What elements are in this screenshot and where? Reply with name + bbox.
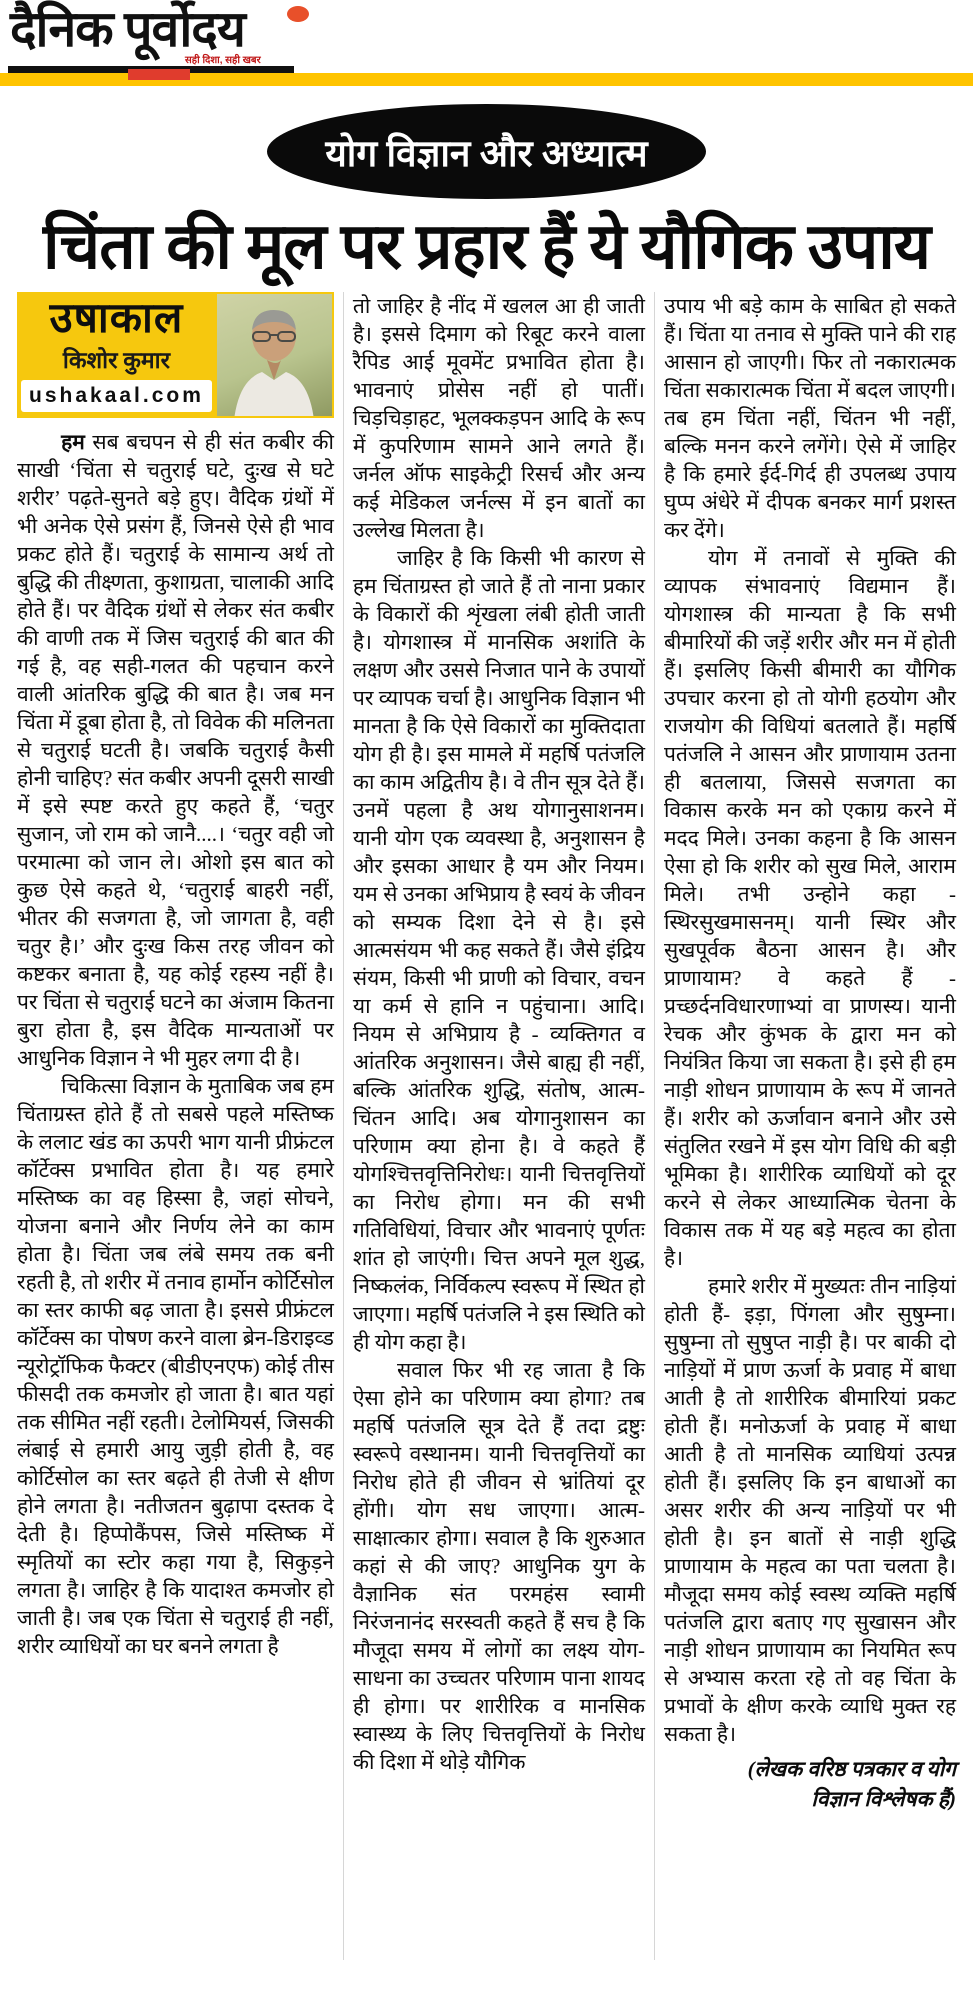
newspaper-logo: दैनिक पूर्वोदय bbox=[10, 1, 245, 57]
paragraph-text: सब बचपन से ही संत कबीर की साखी ‘चिंता से चतुराई घटे, दुःख से घटे शरीर’ पढ़ते-सुनते बड़े हुए। वैदिक ग्रंथों में भी अनेक ऐसे प्रसंग हैं, जिनसे ऐसे ही भाव प्रकट होते हैं। चतुराई के सामान्य अर्थ तो बुद्धि की तीक्ष्णता, कुशाग्रता, चालाकी आदि होते हैं। पर वैदिक ग्रंथों से लेकर संत कबीर की वाणी तक में जिस चतुराई की बात की गई है, वह सही-गलत की पहचान करने वाली आंतरिक बुद्धि की बात है। जब मन चिंता में डूबा होता है, तो विवेक की मलिनता से चतुराई घटती है। जबकि चतुराई कैसी होनी चाहिए? संत कबीर अपनी दूसरी साखी में इसे स्पष्ट करते हुए कहते हैं, ‘चतुर सुजान, जो राम को जानै....। ‘चतुर वही जो परमात्मा को जान ले। ओशो इस बात को कुछ ऐसे कहते थे, ‘चतुराई बाहरी नहीं, भीतर की सजगता है, जो जागता है, वही चतुर है।’ और दुःख किस तरह जीवन को कष्टकर बनाता है, यह कोई रहस्य नहीं है। पर चिंता से चतुराई घटने का अंजाम कितना बुरा होता है, इस वैदिक मान्यताओं पर आधुनिक विज्ञान ने भी मुहर लगा दी है। bbox=[17, 430, 334, 1071]
article-column-2 bbox=[343, 292, 654, 1960]
article-column-1 bbox=[8, 292, 343, 1960]
author-website[interactable]: ushakaal.com bbox=[21, 380, 212, 412]
paragraph: चिकित्सा विज्ञान के मुताबिक जब हम चिंताग्रस्त होते हैं तो सबसे पहले मस्तिष्क के ललाट खंड का ऊपरी भाग यानी प्रीफ्रंटल कॉर्टेक्स प्रभावित होता है। यह हमारे मस्तिष्क का वह हिस्सा है, जहां सोचने, योजना बनाने और निर्णय लेने का काम होता है। चिंता जब लंबे समय तक बनी रहती है, तो शरीर में तनाव हार्मोन कोर्टिसोल का स्तर काफी बढ़ जाता है। इससे प्रीफ्रंटल कॉर्टेक्स का पोषण करने वाला ब्रेन-डिराइव्ड न्यूरोट्रॉफिक फैक्टर (बीडीएनएफ) कोई तीस फीसदी तक कमजोर हो जाता है। बात यहां तक सीमित नहीं रहती। टेलोमियर्स, जिसकी लंबाई से हमारी आयु जुड़ी होती है, वह कोर्टिसोल का स्तर बढ़ते ही तेजी से क्षीण होने लगता है। नतीजतन बुढ़ापा दस्तक दे देती है। हिप्पोकैंपस, जिसे मस्तिष्क में स्मृतियों का स्टोर कहा गया है, सिकुड़ने लगता है। जाहिर है कि यादाश्त कमजोर हो जाती है। जब एक चिंता से चतुराई ही नहीं, शरीर व्याधियों का घर बनने लगता है bbox=[17, 1074, 334, 1659]
author-box bbox=[17, 292, 334, 418]
article-body bbox=[0, 290, 973, 1960]
masthead bbox=[0, 0, 973, 88]
paragraph: हमारे शरीर में मुख्यतः तीन नाड़ियां होती हैं- इड़ा, पिंगला और सुषुम्ना। सुषुम्ना तो सुषुप्त नाड़ी है। पर बाकी दो नाड़ियों में प्राण ऊर्जा के प्रवाह में बाधा आती है तो शारीरिक बीमारियां प्रकट होती हैं। मनोऊर्जा के प्रवाह में बाधा आती है तो मानसिक व्याधियां उत्पन्न होती हैं। इसलिए कि इन बाधाओं का असर शरीर की अन्य नाड़ियों पर भी होती है। इन बातों से नाड़ी शुद्धि प्राणायाम के महत्व का पता चलता है। मौजूदा समय कोई स्वस्थ व्यक्ति महर्षि पतंजलि द्वारा बताए गए सुखासन और नाड़ी शोधन प्राणायाम का नियमित रूप से अभ्यास करता रहे तो वह चिंता के प्रभावों के क्षीण करके व्याधि मुक्त रह सकता है। bbox=[663, 1274, 956, 1747]
paragraph: तो जाहिर है नींद में खलल आ ही जाती है। इससे दिमाग को रिबूट करने वाला रैपिड आई मूवमेंट प्रभावित होता है। भावनाएं प्रोसेस नहीं हो पातीं। चिड़चिड़ाहट, भूलक्कड़पन आदि के रूप में कुपरिणाम सामने आने लगते हैं। जर्नल ऑफ साइकेट्री रिसर्च और अन्य कई मेडिकल जर्नल्स में इन बातों का उल्लेख मिलता है। bbox=[352, 294, 645, 543]
paragraph: योग में तनावों से मुक्ति की व्यापक संभावनाएं विद्यमान हैं। योगशास्त्र की मान्यता है कि सभी बीमारियों की जड़ें शरीर और मन में होती हैं। इसलिए किसी बीमारी का यौगिक उपचार करना हो तो योगी हठयोग और राजयोग की विधियां बतलाते हैं। महर्षि पतंजलि ने आसन और प्राणायाम उतना ही बतलाया, जिससे सजगता का विकास करके मन को एकाग्र करने में मदद मिले। उनका कहना है कि आसन ऐसा हो कि शरीर को सुख मिले, आराम मिले। तभी उन्होने कहा - स्थिरसुखमासनम्। यानी स्थिर और सुखपूर्वक बैठना आसन है। और प्राणायाम? वे कहते हैं - प्रच्छर्दनविधारणाभ्यां वा प्राणस्य। यानी रेचक और कुंभक के द्वारा मन को नियंत्रित किया जा सकता है। इसे ही हम नाड़ी शोधन प्राणायाम के रूप में जानते हैं। शरीर को ऊर्जावान बनाने और उसे संतुलित रखने में इस योग विधि की बड़ी भूमिका है। शारीरिक व्याधियों को दूर करने से लेकर आध्यात्मिक चेतना के विकास तक में यह बड़े महत्व का होता है। bbox=[663, 546, 956, 1271]
author-box-left bbox=[19, 294, 214, 416]
masthead-red-chip bbox=[128, 69, 190, 80]
paragraph: सवाल फिर भी रह जाता है कि ऐसा होने का परिणाम क्या होगा? तब महर्षि पतंजलि सूत्र देते हैं तदा द्रष्टुः स्वरूपे वस्थानम। यानी चित्तवृत्तियों का निरोध होते ही जीवन से भ्रांतियां दूर होंगी। योग सध जाएगा। आत्म-साक्षात्कार होगा। सवाल है कि शुरुआत कहां से की जाए? आधुनिक युग के वैज्ञानिक संत परमहंस स्वामी निरंजनानंद सरस्वती कहते हैं सच है कि मौजूदा समय में लोगों का लक्ष्य योग-साधना का उच्चतर परिणाम पाना शायद ही होगा। पर शारीरिक व मानसिक स्वास्थ्य के लिए चित्तवृत्तियों के निरोध की दिशा में थोड़े यौगिक bbox=[352, 1358, 645, 1775]
author-name: किशोर कुमार bbox=[62, 347, 171, 373]
section-kicker-badge: योग विज्ञान और अध्यात्म bbox=[267, 104, 705, 199]
author-byline: (लेखक वरिष्ठ पत्रकार व योग विज्ञान विश्लेषक हैं) bbox=[747, 1757, 956, 1812]
lead-word: हम bbox=[61, 430, 85, 455]
article-headline: चिंता की मूल पर प्रहार हैं ये यौगिक उपाय bbox=[42, 211, 931, 282]
kicker-wrap bbox=[0, 104, 973, 199]
column-title: उषाकाल bbox=[49, 296, 184, 343]
masthead-tagline: सही दिशा, सही खबर bbox=[185, 55, 261, 66]
paragraph bbox=[17, 428, 334, 1072]
author-photo bbox=[214, 294, 332, 416]
article-column-3 bbox=[654, 292, 965, 1960]
logo-dot-icon bbox=[287, 6, 309, 22]
paragraph: उपाय भी बड़े काम के साबित हो सकते हैं। चिंता या तनाव से मुक्ति पाने की राह आसान हो जाएगी। फिर तो नकारात्मक चिंता सकारात्मक चिंता में बदल जाएगी। तब हम चिंता नहीं, चिंतन भी नहीं, बल्कि मनन करने लगेंगे। ऐसे में जाहिर है कि हमारे ईर्द-गिर्द ही उपलब्ध उपाय घुप्प अंधेरे में दीपक बनकर मार्ग प्रशस्त कर देंगे। bbox=[663, 294, 956, 543]
paragraph: जाहिर है कि किसी भी कारण से हम चिंताग्रस्त हो जाते हैं तो नाना प्रकार के विकारों की शृंखला लंबी होती जाती है। योगशास्त्र में मानसिक अशांति के लक्षण और उससे निजात पाने के उपायों पर व्यापक चर्चा है। आधुनिक विज्ञान भी मानता है कि ऐसे विकारों का मुक्तिदाता योग ही है। इस मामले में महर्षि पतंजलि का काम अद्वितीय है। वे तीन सूत्र देते हैं। उनमें पहला है अथ योगानुसाशनम। यानी योग एक व्यवस्था है, अनुशासन है और इसका आधार है यम और नियम। यम से उनका अभिप्राय है स्वयं के जीवन को सम्यक दिशा देने से है। इसे आत्मसंयम भी कह सकते हैं। जैसे इंद्रिय संयम, किसी भी प्राणी को विचार, वचन या कर्म से हानि न पहुंचाना। आदि। नियम से अभिप्राय है - व्यक्तिगत व आंतरिक अनुशासन। जैसे बाह्य ही नहीं, बल्कि आंतरिक शुद्धि, संतोष, आत्म-चिंतन आदि। अब योगानुशासन का परिणाम क्या होना है। वे कहते हैं योगश्चित्तवृत्तिनिरोधः। यानी चित्तवृत्तियों का निरोध होगा। मन की सभी गतिविधियां, विचार और भावनाएं पूर्णतः शांत हो जाएंगी। चित्त अपने मूल शुद्ध, निष्कलंक, निर्विकल्प स्वरूप में स्थित हो जाएगा। महर्षि पतंजलि ने इस स्थिति को ही योग कहा है। bbox=[352, 546, 645, 1355]
author-portrait-graphic bbox=[219, 302, 329, 416]
